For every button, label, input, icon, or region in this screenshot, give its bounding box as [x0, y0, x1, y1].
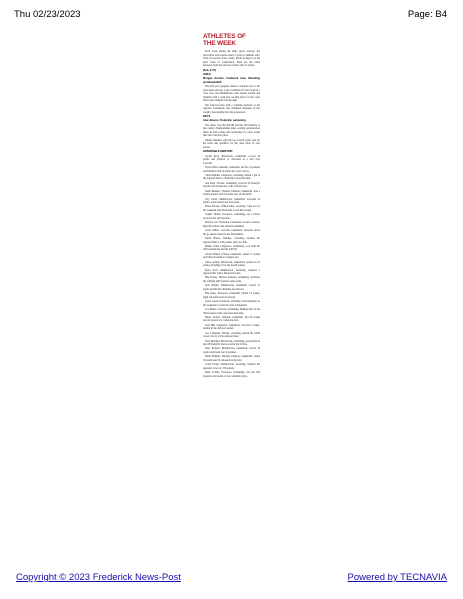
article-paragraph: Leo Campbell, Urbana, wrestling, earned his 100th career victory at the regional meet. [203, 331, 260, 339]
article-paragraph: Nora Mitchell, Brunswick, swimming, placed first in the 100 butterfly and second in the 50 free. [203, 339, 260, 347]
article-paragraph: Isaac Roberts, Middletown, basketball, scored 18 points and made four 3-pointers. [203, 347, 260, 354]
article-paragraph: Hazel Phillips, Thomas Johnson, basketball, added 16 points and 10 rebounds in the win. [203, 355, 260, 362]
article-title [203, 33, 260, 47]
article-paragraph: Lily Carter, Middletown, basketball, recorded 14 points, seven assists and five steals. [203, 197, 260, 205]
article-subhead: Alex Jimeno, Frederick, swimming [203, 119, 246, 123]
page-number: Page: B4 [407, 9, 447, 20]
article-clipping[interactable] [203, 33, 260, 544]
article-paragraph: Ethan Brooks, Walkersville, wrestling, went 4-0 on the weekend with three pins to win his bracket. [203, 205, 260, 212]
article-paragraph: Chris Mendez, Linganore, wrestling, earned a pin in the regional final to claim the 152-pound title. [203, 173, 260, 181]
article-paragraph: Caleb Evans, Walkersville, wrestling, claimed the regional crown at 170 pounds. [203, 363, 260, 370]
article-paragraph: Jack Wright, Walkersville, basketball, scored 15 points and hit the clinching free throws. [203, 284, 260, 291]
article-paragraph: Jordan Ross, Brunswick, basketball, scored 24 points and grabbed 11 rebounds in a win over Catoctin. [203, 154, 260, 165]
article-subhead: HONORABLE MENTION [203, 150, 233, 154]
article-paragraph: Ruby Collins, Tuscarora, swimming, won the 200 freestyle and swam on two winning relays. [203, 371, 260, 378]
article-paragraph: The first-year grappler ended a standout run at the state duals and was a key contributor for her team in a close win over Middletown, then turned around and finished with a team-best scoring effort on the court before the weekend was through. [203, 85, 260, 103]
page-header [14, 9, 447, 23]
article-paragraph: Dylan Harris, Oakdale, wrestling, reached the regional final at 138 pounds after two falls. [203, 236, 260, 244]
article-title-line: ATHLETES OF [203, 33, 246, 40]
article-paragraph: Henry Nelson, Oakdale, basketball, had 20 points and six assists in a comeback win. [203, 315, 260, 323]
article-paragraph: Marcus Lee, Frederick, basketball, scored a season-high 28 points in the division semifinal. [203, 221, 260, 228]
article-paragraph: Each week during the three sports seasons, the News-Post and Gazette select a group of athletes who, from all corners of the county, made an impact on the prior week of competition. Here are the latest honorees from the previous week's slate of action. [203, 50, 260, 68]
article-paragraph: Ava Patel, Urbana, swimming, won the 50 freestyle and the 100 backstroke at the county meet. [203, 181, 260, 189]
article-subhead: [Feb. 9-17] [203, 68, 216, 72]
article-paragraph: Emma Clark, Linganore, swimming, won both the 100 breaststroke and the 200 IM. [203, 244, 260, 252]
article-paragraph: Owen Walker, Urbana, basketball, added 17 points and nine rebounds in a league win. [203, 252, 260, 260]
article-paragraph: Taylor Hunt, Oakdale, basketball, hit five 3-pointers and finished with 19 points in a road victory. [203, 165, 260, 173]
article-paragraph: Ryan Scott, Middletown, wrestling, captured a regional title with a third-period pin. [203, 268, 260, 276]
article-subhead: Morgan Gordon, Frederick area, Wrestling and Basketball [203, 77, 260, 84]
article-paragraph: Grace Miller, Catoctin, basketball, knocked down the go-ahead basket in the final minute. [203, 229, 260, 236]
article-subhead: GIRLS [203, 72, 211, 76]
article-paragraph: Jimeno finished with the top overall point total for his team and qualified for the state meet in four events. [203, 138, 260, 149]
copyright-link[interactable]: Copyright © 2023 Frederick News-Post [16, 572, 181, 583]
article-paragraph: Ella King, Tuscarora, basketball, tallied 13 points, eight rebounds and four blocks. [203, 292, 260, 299]
article-paragraph: Mia Young, Thomas Johnson, swimming, anchored the winning 400 freestyle relay team. [203, 276, 260, 283]
article-paragraph: Chloe Adams, Brunswick, basketball, poured in 22 points, including 10 in the fourth quarter. [203, 260, 260, 268]
article-body [203, 50, 260, 378]
article-subhead: BOYS [203, 115, 211, 119]
article-paragraph: Noah Bennett, Thomas Johnson, basketball, had a double-double with 16 points and 12 rebounds. [203, 189, 260, 197]
article-paragraph: Sophie Turner, Tuscarora, swimming, set a school record in the 200 freestyle. [203, 213, 260, 220]
powered-by-link[interactable]: Powered by TECNAVIA [347, 572, 447, 583]
article-title-line: THE WEEK [203, 40, 236, 47]
article-paragraph: Lucas Green, Frederick, wrestling, went unbeaten on the weekend to reach the state tournament. [203, 300, 260, 307]
page-footer [16, 572, 447, 586]
article-paragraph: She followed that with a winning decision at the regional tournament and remained unbeaten in her weight class heading into the postseason. [203, 103, 260, 114]
edition-date: Thu 02/23/2023 [14, 9, 81, 20]
article-paragraph: Zoe Baker, Catoctin, swimming, finished first in the 500 freestyle with a personal-best time. [203, 308, 260, 315]
article-paragraph: The senior won the 200 IM and the 100 butterfly at the county championship meet, posting personal-best times in both events and anchoring two relay teams that also took first place. [203, 123, 260, 138]
article-paragraph: Aria Hill, Linganore, basketball, recorded a triple-double in the division opener. [203, 323, 260, 331]
